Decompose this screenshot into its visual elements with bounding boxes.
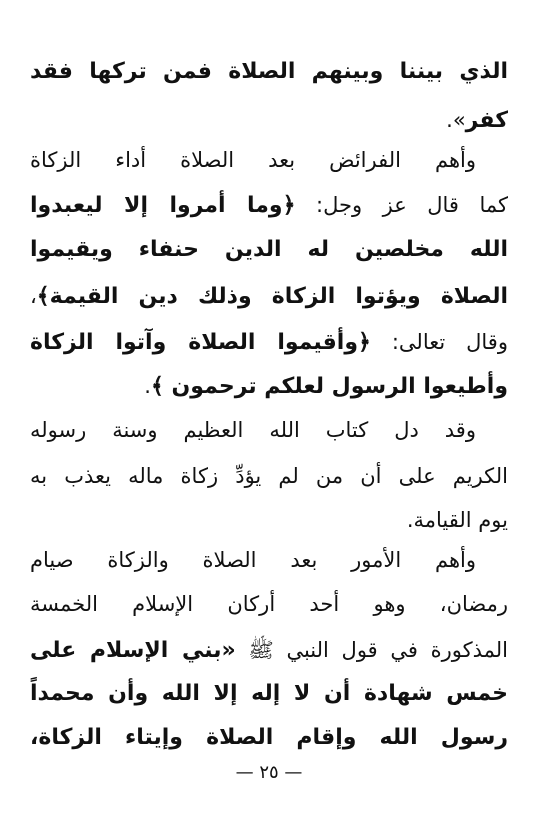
text-line-2 [30, 100, 508, 140]
text-bold: الصلاة ويؤتوا الزكاة وذلك دين القيمة﴾ [36, 284, 508, 309]
text-line-5 [30, 230, 508, 270]
text-bold: رسول الله وإقام الصلاة وإيتاء الزكاة، [30, 725, 508, 750]
text-line-15 [30, 674, 508, 714]
text-regular: وقال تعالى: [370, 330, 508, 354]
text-bold: ﴿وأقيموا الصلاة وآتوا الزكاة [30, 330, 371, 355]
text-regular: . [144, 374, 151, 398]
text-bold: «بني الإسلام على [30, 638, 236, 663]
text-line-16 [30, 718, 508, 758]
text-regular: وقد دل كتاب الله العظيم وسنة رسوله [30, 418, 476, 442]
text-line-3 [30, 140, 508, 180]
text-line-8 [30, 366, 508, 406]
text-bold: ﴿وما أمروا إلا ليعبدوا [30, 193, 296, 218]
text-bold: وأطيعوا الرسول لعلكم ترحمون ﴾ [150, 374, 508, 399]
text-regular: وأهم الأمور بعد الصلاة والزكاة صيام [30, 548, 476, 572]
text-line-1 [30, 52, 508, 92]
text-line-4 [30, 185, 508, 225]
text-bold: الذي بيننا وبينهم الصلاة فمن تركها فقد [30, 59, 508, 84]
text-regular: يوم القيامة. [406, 508, 508, 532]
text-line-7 [30, 322, 508, 362]
text-regular: وأهم الفرائض بعد الصلاة أداء الزكاة [30, 148, 476, 172]
text-regular: الكريم على أن من لم يؤدِّ زكاة ماله يعذب به [30, 464, 508, 488]
text-line-14 [30, 630, 508, 670]
page-number: — ٢٥ — [235, 762, 303, 783]
text-regular: المذكورة في قول النبي ﷺ [235, 638, 508, 662]
text-regular: كما قال عز وجل: [295, 193, 508, 217]
text-line-6 [30, 276, 508, 316]
text-regular: ». [446, 108, 466, 132]
text-line-13 [30, 584, 508, 624]
text-line-11 [30, 500, 508, 540]
text-line-12 [30, 540, 508, 580]
text-regular: رمضان، وهو أحد أركان الإسلام الخمسة [30, 592, 508, 616]
text-bold: كفر [465, 108, 508, 133]
text-line-10 [30, 456, 508, 496]
text-line-9 [30, 410, 508, 450]
text-regular: ، [30, 284, 37, 308]
text-bold: خمس شهادة أن لا إله إلا الله وأن محمداً [30, 681, 508, 706]
text-bold: الله مخلصين له الدين حنفاء ويقيموا [30, 237, 508, 262]
